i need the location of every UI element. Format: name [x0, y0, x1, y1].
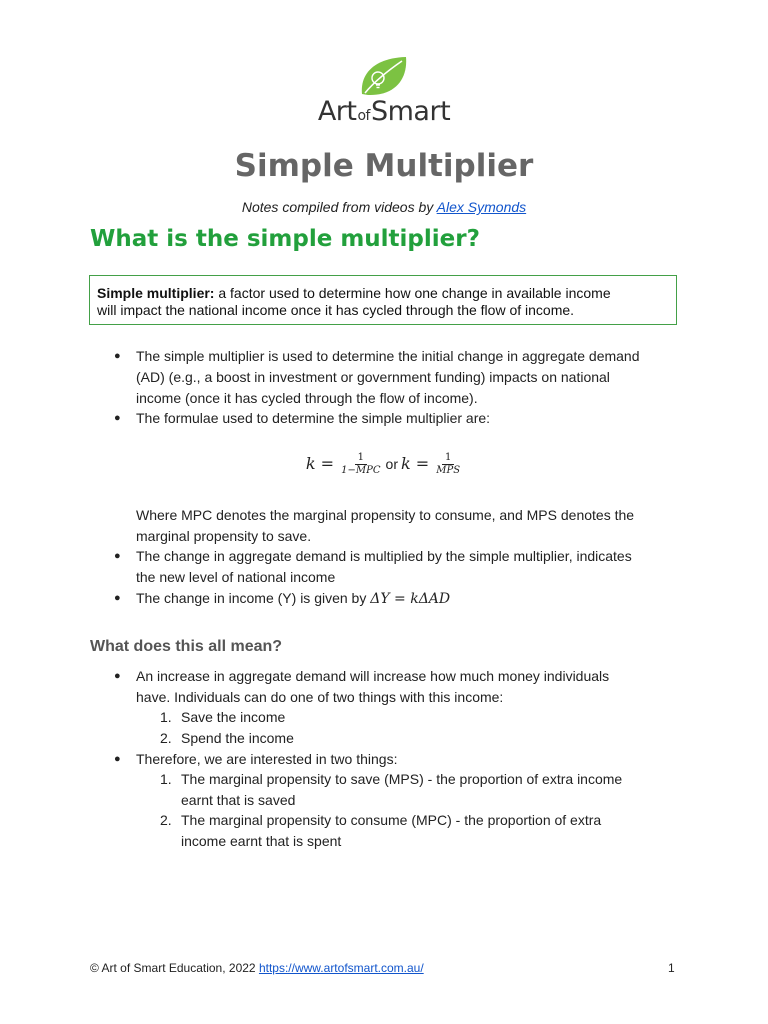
bullet-dot: ●	[114, 670, 121, 682]
where-text: Where MPC denotes the marginal propensity to consume, and MPS denotes the	[136, 507, 635, 523]
bullet-text: The simple multiplier is used to determine the initial change in aggregate demand	[136, 348, 640, 364]
formula-lhs: k =	[401, 454, 435, 473]
bullet-text: (AD) (e.g., a boost in investment or government funding) impacts on national	[136, 369, 610, 385]
list-number: 1.	[160, 709, 172, 725]
section-heading-simple-multiplier: What is the simple multiplier?	[90, 226, 480, 252]
bullet-text: have. Individuals can do one of two things with this income:	[136, 689, 504, 705]
bullet-text: The formulae used to determine the simple multiplier are:	[136, 410, 491, 426]
leaf-lightbulb-icon	[356, 54, 412, 100]
definition-term: Simple multiplier:	[97, 285, 215, 301]
fraction: $\frac{1}{\text{MPS}}$	[436, 452, 461, 476]
section-heading-what-does-this-mean: What does this all mean?	[90, 638, 283, 655]
page-title: Simple Multiplier	[234, 148, 534, 184]
fraction: $\frac{1}{\text{1−MPC}}$	[341, 452, 381, 476]
list-item: The marginal propensity to consume (MPC) - the proportion of extra	[181, 812, 602, 828]
bullet-dot: ●	[114, 753, 121, 765]
definition-text-line2: will impact the national income once it has cycled through the flow of income.	[97, 302, 575, 318]
list-item: Spend the income	[181, 730, 294, 746]
definition-box	[89, 275, 677, 325]
logo-wordmark: ArtofSmart	[317, 96, 451, 127]
bullet-dot: ●	[114, 550, 121, 562]
bullet-text: the new level of national income	[136, 569, 336, 585]
income-change-formula: ΔY = kΔAD	[370, 591, 451, 607]
logo	[0, 54, 768, 127]
list-number: 2.	[160, 730, 172, 746]
list-number: 2.	[160, 812, 172, 828]
footer-url-link[interactable]: https://www.artofsmart.com.au/	[258, 961, 424, 975]
footer-copyright: © Art of Smart Education, 2022	[90, 961, 256, 975]
definition-text-line1: a factor used to determine how one change in available income	[214, 285, 611, 301]
bullet-dot: ●	[114, 350, 121, 362]
list-number: 1.	[160, 771, 172, 787]
list-item: The marginal propensity to save (MPS) - the proportion of extra income	[181, 771, 623, 787]
bullet-text: Therefore, we are interested in two things:	[136, 751, 398, 767]
subtitle	[0, 199, 768, 215]
list-item: earnt that is saved	[181, 792, 296, 808]
footer	[90, 961, 424, 975]
bullet-dot: ●	[114, 592, 121, 604]
bullet-text: The change in income (Y) is given by ΔY = kΔAD	[136, 590, 451, 607]
multiplier-formula	[0, 452, 768, 477]
bullet-text: The change in aggregate demand is multiplied by the simple multiplier, indicates	[136, 548, 632, 564]
bullet-text: income (once it has cycled through the flow of income).	[136, 390, 478, 406]
formula-lhs: k =	[305, 454, 340, 473]
subtitle-prefix: Notes compiled from videos by	[241, 199, 434, 215]
bullet-dot: ●	[114, 412, 121, 424]
list-item: income earnt that is spent	[181, 833, 342, 849]
page-number: 1	[668, 961, 675, 975]
where-text: marginal propensity to save.	[136, 528, 312, 544]
formula-or: or	[385, 456, 398, 472]
author-link[interactable]: Alex Symonds	[436, 199, 527, 215]
list-item: Save the income	[181, 709, 286, 725]
bullet-text: An increase in aggregate demand will increase how much money individuals	[136, 668, 610, 684]
